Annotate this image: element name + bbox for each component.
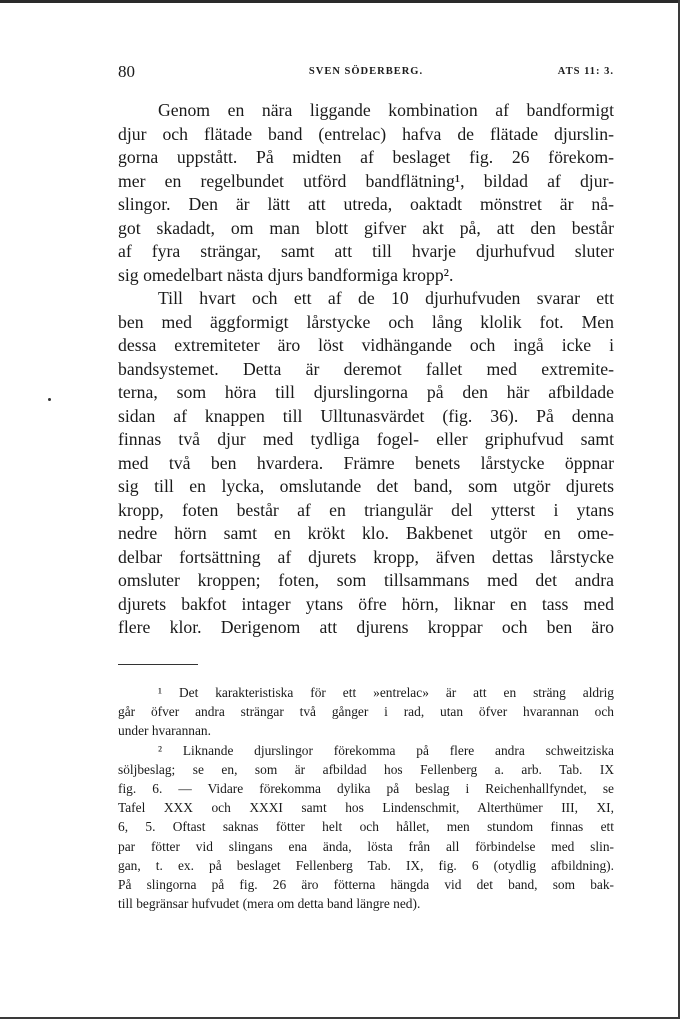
body-line: mer en regelbundet utförd bandflätning¹, bildad af djur- <box>118 170 614 191</box>
body-line: nedre hörn samt en krökt klo. Bakbenet utgör en ome- <box>118 523 614 543</box>
body-line: got skadadt, om man blott gifver akt på, att den består <box>118 217 614 238</box>
body-line: delbar fortsättning af djurets kropp, äfven dettas lårstycke <box>118 546 614 567</box>
body-line: dessa extremiteter äro löst vidhängande och ingå icke i <box>118 335 614 355</box>
footnote-line: till begränsar hufvudet (mera om detta band längre ned). <box>118 896 421 912</box>
footnote-line: 6, 5. Oftast saknas fötter helt och hållet, men stundom finnas ett <box>118 819 614 835</box>
body-line: med två ben hvardera. Främre benets lårstycke öppnar <box>118 452 614 473</box>
series-label: ATS 11: 3. <box>557 66 614 77</box>
footnote-line: fig. 6. — Vidare förekomma dylika på beslag i Reichenhallfyndet, se <box>118 781 614 797</box>
body-line: sig till en lycka, omslutande det band, som utgör djurets <box>118 476 614 496</box>
running-head: SVEN SÖDERBERG. <box>308 66 424 77</box>
footnotes <box>118 683 614 913</box>
body-line: flere klor. Derigenom att djurens kroppar och ben äro <box>118 617 614 637</box>
body-line: Till hvart och ett af de 10 djurhufvuden svarar ett <box>158 288 614 308</box>
footnote-line: par fötter vid slingans ena ända, lösta från all förbindelse med slin- <box>118 838 614 854</box>
body-line: djurets bakfot intager ytans öfre hörn, liknar en tass med <box>118 593 614 614</box>
footnote-line: ² Liknande djurslingor förekomma på flere andra schweitziska <box>158 742 614 758</box>
body-line: sig omedelbart nästa djurs bandformiga kropp². <box>118 264 454 285</box>
body-line: djur och flätade band (entrelac) hafva de flätade djurslin- <box>118 123 614 144</box>
body-line: bandsystemet. Detta är deremot fallet med extremite- <box>118 358 614 379</box>
footnote-line: gan, t. ex. på beslaget Fellenberg Tab. IX, fig. 6 (otydlig afbildning). <box>118 857 614 873</box>
body-line: Genom en nära liggande kombination af bandformigt <box>158 100 614 120</box>
footnote-line: Tafel XXX och XXXI samt hos Lindenschmit, Alterthümer III, XI, <box>118 800 614 816</box>
body-line: omsluter kroppen; foten, som tillsammans med det andra <box>118 570 614 590</box>
body-line: af fyra strängar, samt att till hvarje djurhufvud sluter <box>118 241 614 261</box>
body-line: ben med äggformigt lårstycke och lång klolik fot. Men <box>118 311 614 332</box>
page-header <box>118 62 614 86</box>
body-line: sidan af knappen till Ulltunasvärdet (fig. 36). På denna <box>118 405 614 426</box>
footnote-line: under hvarannan. <box>118 723 211 739</box>
main-text <box>118 99 614 640</box>
footnote-line: På slingorna på fig. 26 äro fötterna hängda vid det band, som bak- <box>118 877 614 893</box>
body-line: slingor. Den är lätt att utreda, oaktadt mönstret är nå- <box>118 194 614 214</box>
body-line: terna, som höra till djurslingorna på den här afbildade <box>118 382 614 402</box>
body-line: kropp, foten består af en triangulär del ytterst i ytans <box>118 499 614 520</box>
footnote-line: går öfver andra strängar två gånger i rad, utan öfver hvarannan och <box>118 704 614 720</box>
body-line: finnas två djur med tydliga fogel- eller griphufvud samt <box>118 429 614 449</box>
page-edge-top <box>0 0 680 3</box>
stray-mark <box>48 398 51 401</box>
footnote-line: söljbeslag; se en, som är afbildad hos Fellenberg a. arb. Tab. IX <box>118 761 614 777</box>
footnote-line: ¹ Det karakteristiska för ett »entrelac» är att en sträng aldrig <box>158 685 614 700</box>
footnote-rule <box>118 664 198 665</box>
body-line: gorna uppstått. På midten af beslaget fig. 26 förekom- <box>118 147 614 167</box>
page-number: 80 <box>118 62 135 81</box>
